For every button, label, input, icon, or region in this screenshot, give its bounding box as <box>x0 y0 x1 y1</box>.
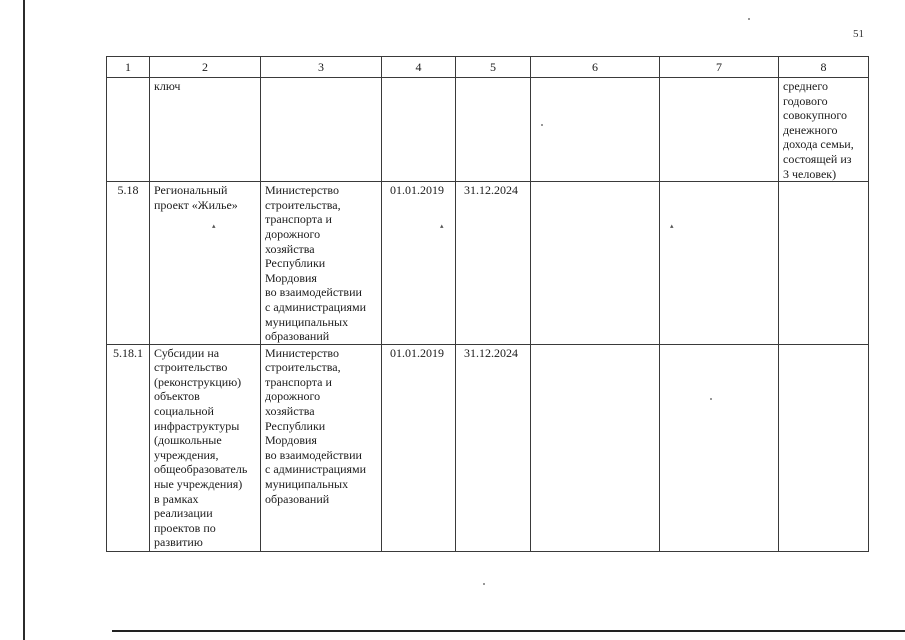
scan-mark: ▴ <box>440 222 444 230</box>
scan-bottom-line <box>112 630 905 632</box>
column-header: 1 <box>107 57 150 78</box>
scan-speck <box>748 18 750 20</box>
column-8-cell <box>779 182 869 345</box>
scan-mark: ▴ <box>212 222 216 230</box>
end-date-cell: 31.12.2024 <box>456 344 531 551</box>
column-header: 3 <box>261 57 382 78</box>
column-header: 7 <box>660 57 779 78</box>
executor-cell: Министерство строительства, транспорта и дорожного хозяйства Республики Мордовия во взаимодействии с администрациями муниципальных образований <box>261 344 382 551</box>
item-name-cell: ключ <box>150 78 261 182</box>
item-number-cell <box>107 78 150 182</box>
column-6-cell <box>531 78 660 182</box>
data-table <box>106 56 869 552</box>
column-6-cell <box>531 182 660 345</box>
start-date-cell <box>382 78 456 182</box>
column-8-cell <box>779 344 869 551</box>
column-header: 2 <box>150 57 261 78</box>
column-7-cell <box>660 344 779 551</box>
start-date-cell: 01.01.2019 <box>382 344 456 551</box>
end-date-cell: 31.12.2024 <box>456 182 531 345</box>
column-header: 4 <box>382 57 456 78</box>
item-number-cell: 5.18 <box>107 182 150 345</box>
item-name-cell: Субсидии на строительство (реконструкцию) объектов социальной инфраструктуры (дошкольные учреждения, общеобразователь ные учреждения) в рамках реализации проектов по развитию <box>150 344 261 551</box>
table-row <box>107 344 869 551</box>
column-header: 8 <box>779 57 869 78</box>
table-row <box>107 182 869 345</box>
start-date-cell: 01.01.2019 <box>382 182 456 345</box>
item-number-cell: 5.18.1 <box>107 344 150 551</box>
column-header: 6 <box>531 57 660 78</box>
column-7-cell <box>660 78 779 182</box>
column-8-cell: среднего годового совокупного денежного дохода семьи, состоящей из 3 человек) <box>779 78 869 182</box>
column-header: 5 <box>456 57 531 78</box>
scan-mark: ▴ <box>670 222 674 230</box>
end-date-cell <box>456 78 531 182</box>
item-name-cell: Региональный проект «Жилье» <box>150 182 261 345</box>
page-number: 51 <box>853 28 864 40</box>
executor-cell: Министерство строительства, транспорта и дорожного хозяйства Республики Мордовия во взаимодействии с администрациями муниципальных образований <box>261 182 382 345</box>
scan-margin-line <box>23 0 25 640</box>
table-row <box>107 78 869 182</box>
column-6-cell <box>531 344 660 551</box>
scan-speck <box>483 583 485 585</box>
executor-cell <box>261 78 382 182</box>
table-header-row <box>107 57 869 78</box>
column-7-cell <box>660 182 779 345</box>
